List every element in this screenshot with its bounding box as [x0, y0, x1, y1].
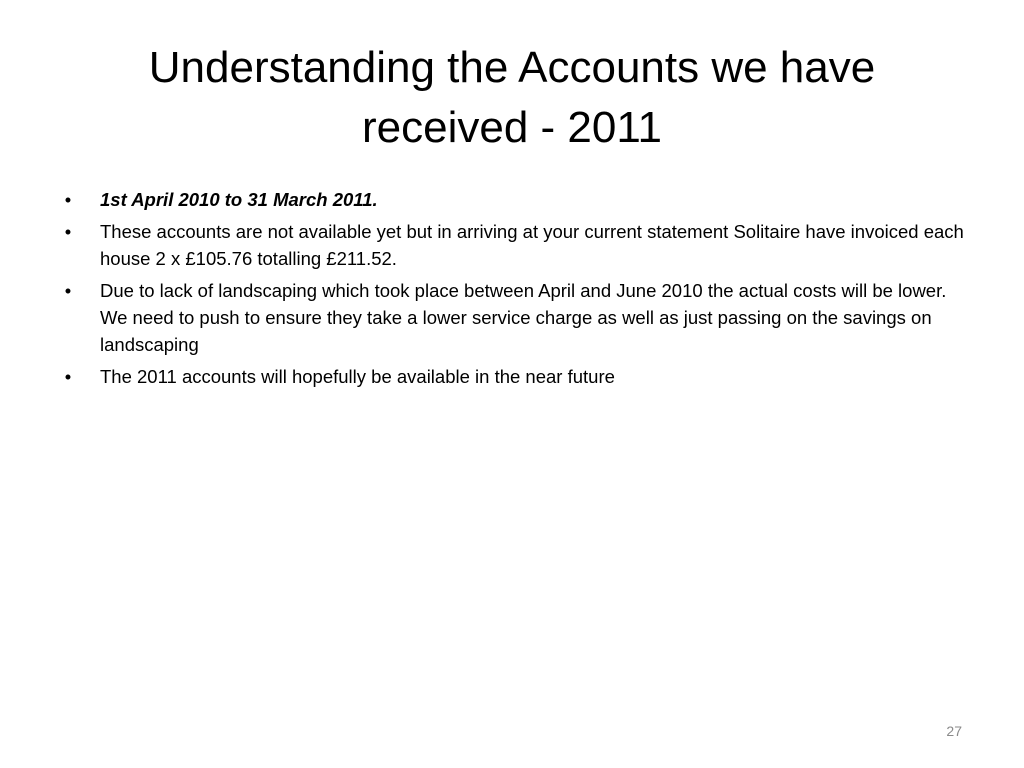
slide-title	[40, 38, 984, 158]
bullet-text: Due to lack of landscaping which took place between April and June 2010 the actual costs will be lower. We need to push to ensure they take a lower service charge as well as just passing on the savings on landscaping	[100, 280, 947, 355]
bullet-item-availability	[62, 363, 972, 390]
bullet-item-invoice	[62, 218, 972, 272]
slide-title-line-1: Understanding the Accounts we have	[148, 43, 876, 92]
bullet-dot-icon: •	[64, 189, 72, 210]
bullet-text: 1st April 2010 to 31 March 2011.	[100, 189, 378, 210]
bullet-text: These accounts are not available yet but in arriving at your current statement Solitaire have invoiced each house 2 x £105.76 totalling £211.52.	[100, 221, 964, 269]
bullet-text: The 2011 accounts will hopefully be available in the near future	[100, 366, 615, 387]
slide-title-line-2: received - 2011	[361, 103, 663, 152]
bullet-dot-icon: •	[64, 366, 72, 387]
bullet-item-landscaping	[62, 277, 972, 358]
bullet-item-date-range	[62, 186, 972, 213]
bullet-dot-icon: •	[64, 221, 72, 242]
bullet-list	[62, 186, 972, 395]
bullet-dot-icon: •	[64, 280, 72, 301]
page-number: 27	[946, 723, 962, 739]
